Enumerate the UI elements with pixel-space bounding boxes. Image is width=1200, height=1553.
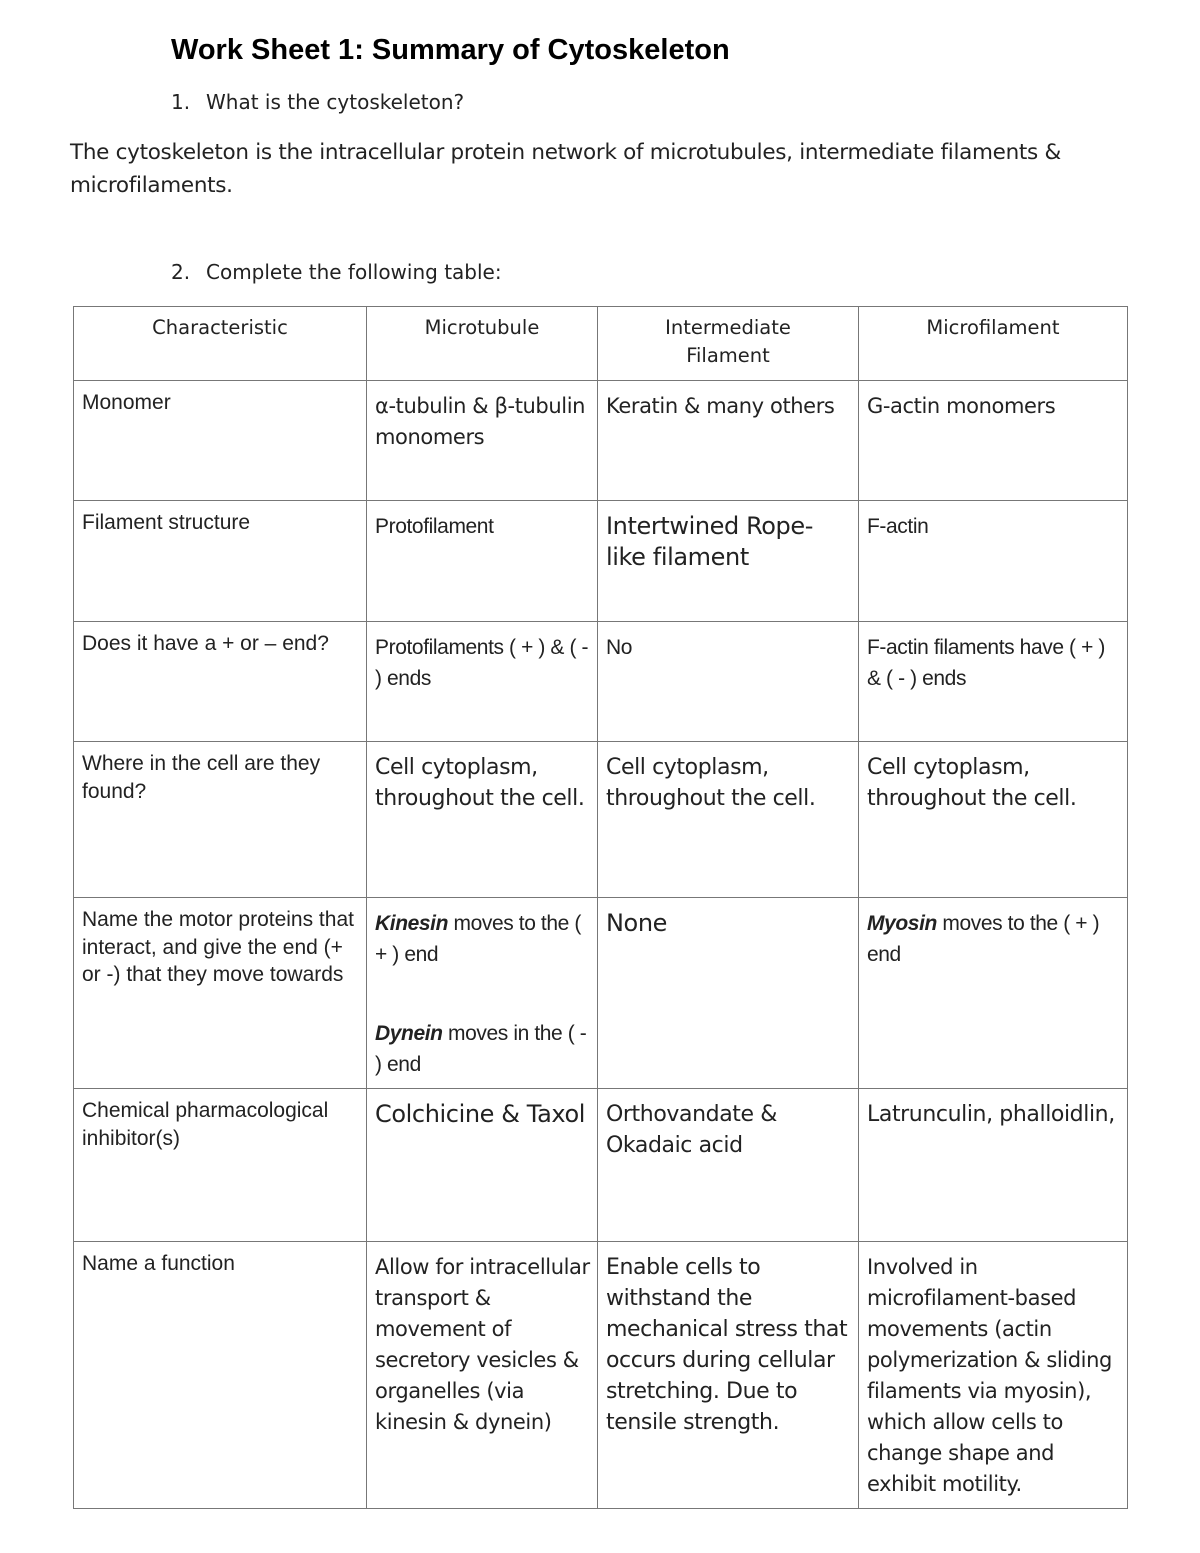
cell-microtubule-motors <box>367 898 598 1089</box>
question-1 <box>171 90 464 114</box>
question-2-text: Complete the following table: <box>206 260 502 284</box>
cell-intermediate-monomer: Keratin & many others <box>598 381 859 501</box>
cell-intermediate-function: Enable cells to withstand the mechanical stress that occurs during cellular stretching. Due to tensile strength. <box>598 1242 859 1509</box>
motor-dynein-name: Dynein <box>375 1022 443 1045</box>
header-microfilament: Microfilament <box>859 307 1128 381</box>
cell-microfilament-polarity: F-actin filaments have ( + ) & ( - ) ends <box>859 622 1128 742</box>
cell-microfilament-motors <box>859 898 1128 1089</box>
table-row <box>74 1242 1128 1509</box>
row-label-monomer: Monomer <box>74 381 367 501</box>
cell-microtubule-inhibitors: Colchicine & Taxol <box>367 1089 598 1242</box>
row-label-function: Name a function <box>74 1242 367 1509</box>
header-microtubule: Microtubule <box>367 307 598 381</box>
cell-microfilament-structure: F-actin <box>859 501 1128 622</box>
cell-microtubule-location: Cell cytoplasm, throughout the cell. <box>367 742 598 898</box>
row-label-polarity: Does it have a + or – end? <box>74 622 367 742</box>
cell-microfilament-function: Involved in microfilament-based movements (actin polymerization & sliding filaments via myosin), which allow cells to change shape and exhibit motility. <box>859 1242 1128 1509</box>
motor-dynein-text: moves in the ( - ) end <box>375 1022 587 1076</box>
table-row <box>74 381 1128 501</box>
question-1-answer: The cytoskeleton is the intracellular protein network of microtubules, intermediate filaments & microfilaments. <box>70 140 1061 198</box>
header-intermediate-filament <box>598 307 859 381</box>
page-title: Work Sheet 1: Summary of Cytoskeleton <box>171 34 730 66</box>
header-characteristic: Characteristic <box>74 307 367 381</box>
cell-microfilament-inhibitors: Latrunculin, phalloidlin, <box>859 1089 1128 1242</box>
cell-microfilament-monomer: G-actin monomers <box>859 381 1128 501</box>
table-row <box>74 742 1128 898</box>
question-1-text: What is the cytoskeleton? <box>206 90 465 114</box>
cell-microtubule-structure: Protofilament <box>367 501 598 622</box>
cell-intermediate-location: Cell cytoplasm, throughout the cell. <box>598 742 859 898</box>
cell-intermediate-polarity: No <box>598 622 859 742</box>
question-1-number: 1. <box>171 90 191 114</box>
cell-microtubule-function: Allow for intracellular transport & movement of secretory vesicles & organelles (via kinesin & dynein) <box>367 1242 598 1509</box>
table-row <box>74 501 1128 622</box>
cell-microtubule-polarity: Protofilaments ( + ) & ( - ) ends <box>367 622 598 742</box>
motor-kinesin <box>375 908 591 970</box>
cell-intermediate-structure: Intertwined Rope-like filament <box>598 501 859 622</box>
table-header-row <box>74 307 1128 381</box>
row-label-motor-proteins: Name the motor proteins that interact, and give the end (+ or -) that they move towards <box>74 898 367 1089</box>
row-label-location: Where in the cell are they found? <box>74 742 367 898</box>
row-label-inhibitors: Chemical pharmacological inhibitor(s) <box>74 1089 367 1242</box>
question-2-number: 2. <box>171 260 191 284</box>
cytoskeleton-summary-table <box>73 306 1128 1509</box>
row-label-filament-structure: Filament structure <box>74 501 367 622</box>
table-row <box>74 898 1128 1089</box>
cell-microtubule-monomer: α-tubulin & β-tubulin monomers <box>367 381 598 501</box>
cell-intermediate-motors: None <box>598 898 859 1089</box>
question-2 <box>171 260 502 284</box>
motor-kinesin-text: moves to the ( + ) end <box>375 912 581 966</box>
motor-myosin-text: moves to the ( + ) end <box>867 912 1100 966</box>
motor-kinesin-name: Kinesin <box>375 912 449 935</box>
cell-intermediate-inhibitors: Orthovandate & Okadaic acid <box>598 1089 859 1242</box>
motor-myosin-name: Myosin <box>867 912 937 935</box>
cell-microfilament-location: Cell cytoplasm, throughout the cell. <box>859 742 1128 898</box>
table-row <box>74 622 1128 742</box>
table-row <box>74 1089 1128 1242</box>
header-intermediate-filament-label: Intermediate Filament <box>665 316 791 367</box>
motor-dynein <box>375 1018 591 1080</box>
